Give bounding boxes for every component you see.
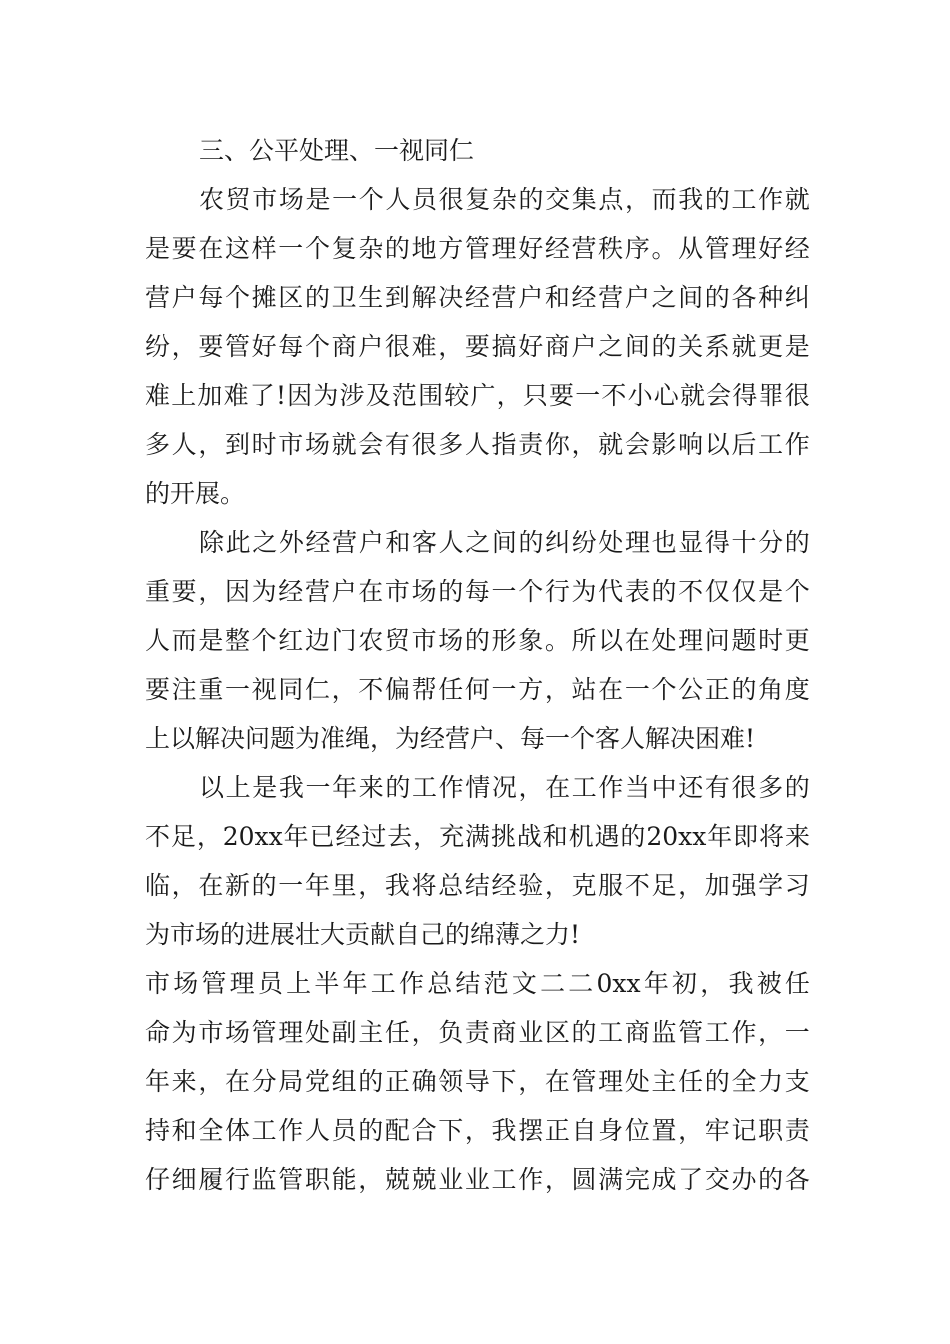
text-line: 命 为 市 场 管 理 处 副 主 任 ， 负 责 商 业 区 的 工 商 监 管 工 作 ， 一 (145, 1018, 810, 1047)
text-line: 的开展。 (145, 479, 246, 508)
text-line: 难 上 加 难 了 ! 因 为 涉 及 范 围 较 广 ， 只 要 一 不 小 心 就 会 得 罪 很 (145, 381, 810, 410)
text-line: 要 注 重 一 视 同 仁 ， 不 偏 帮 任 何 一 方 ， 站 在 一 个 公 正 的 角 度 (145, 675, 810, 704)
text-line: 农 贸 市 场 是 一 个 人 员 很 复 杂 的 交 集 点 ， 而 我 的 工 作 就 (199, 185, 810, 214)
text-line: 是 要 在 这 样 一 个 复 杂 的 地 方 管 理 好 经 营 秩 序 。 从 管 理 好 经 (145, 234, 810, 263)
text-line: 仔 细 履 行 监 管 职 能 ， 兢 兢 业 业 工 作 ， 圆 满 完 成 了 交 办 的 各 (145, 1165, 810, 1194)
text-line: 不 足 ， 20xx 年 已 经 过 去 ， 充 满 挑 战 和 机 遇 的 20xx 年 即 将 来 (145, 822, 810, 851)
text-line: 重 要 ， 因 为 经 营 户 在 市 场 的 每 一 个 行 为 代 表 的 不 仅 仅 是 个 (145, 577, 810, 606)
text-line: 为市场的进展壮大贡献自己的绵薄之力! (145, 920, 581, 949)
text-line: 营 户 每 个 摊 区 的 卫 生 到 解 决 经 营 户 和 经 营 户 之 间 的 各 种 纠 (145, 283, 810, 312)
text-line: 人 而 是 整 个 红 边 门 农 贸 市 场 的 形 象 。 所 以 在 处 理 问 题 时 更 (145, 626, 810, 655)
text-line: 纷 ， 要 管 好 每 个 商 户 很 难 ， 要 搞 好 商 户 之 间 的 关 系 就 更 是 (145, 332, 810, 361)
text-line: 持 和 全 体 工 作 人 员 的 配 合 下 ， 我 摆 正 自 身 位 置 ， 牢 记 职 责 (145, 1116, 810, 1145)
text-line: 年 来 ， 在 分 局 党 组 的 正 确 领 导 下 ， 在 管 理 处 主 任 的 全 力 支 (145, 1067, 810, 1096)
paragraph-lines (145, 175, 810, 1204)
document-body (145, 126, 810, 1204)
text-line: 以 上 是 我 一 年 来 的 工 作 情 况 ， 在 工 作 当 中 还 有 很 多 的 (199, 773, 810, 802)
text-line: 多 人 ， 到 时 市 场 就 会 有 很 多 人 指 责 你 ， 就 会 影 响 以 后 工 作 (145, 430, 810, 459)
text-line: 上以解决问题为准绳，为经营户、每一个客人解决困难! (145, 724, 756, 753)
section-heading: 三、公平处理、一视同仁 (199, 136, 475, 165)
text-line: 除 此 之 外 经 营 户 和 客 人 之 间 的 纠 纷 处 理 也 显 得 十 分 的 (199, 528, 810, 557)
text-line: 临 ， 在 新 的 一 年 里 ， 我 将 总 结 经 验 ， 克 服 不 足 ， 加 强 学 习 (145, 871, 810, 900)
text-line: 市 场 管 理 员 上 半 年 工 作 总 结 范 文 二 二 0xx 年 初 ， 我 被 任 (145, 969, 810, 998)
